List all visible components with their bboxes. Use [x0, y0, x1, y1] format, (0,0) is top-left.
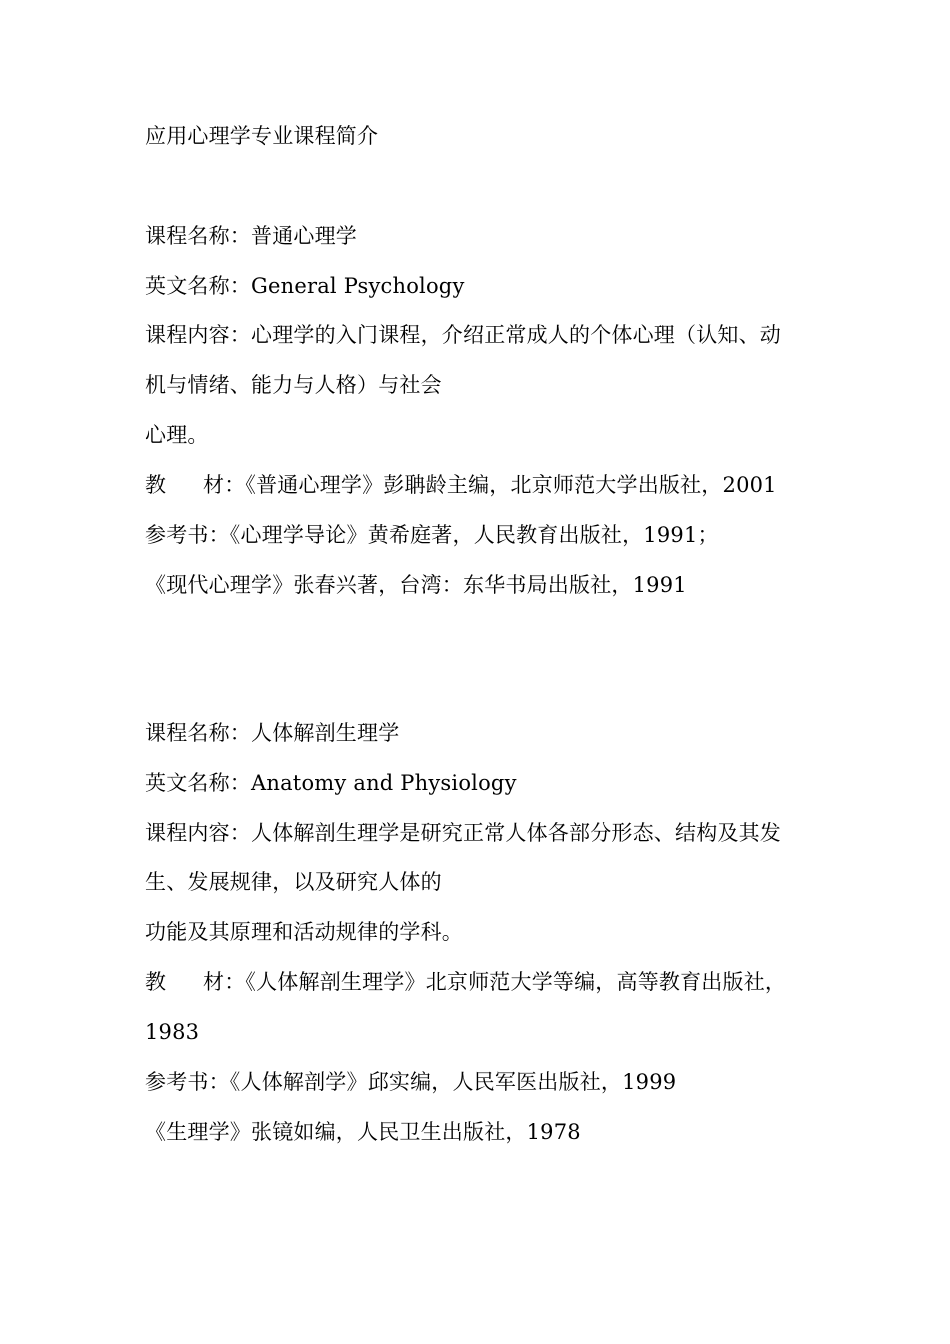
course-2-reference-line-1: 参考书：《人体解剖学》邱实编，人民军医出版社，1999: [145, 1070, 677, 1094]
course-2-textbook-label-1: 教: [145, 970, 167, 994]
course-1-english-name: 英文名称：General Psychology: [145, 274, 465, 298]
course-1-content-line-3: 心理。: [145, 423, 209, 447]
course-1-content-line-1: 课程内容：心理学的入门课程，介绍正常成人的个体心理（认知、动: [145, 323, 781, 347]
course-1-textbook-value: 《普通心理学》彭聃龄主编，北京师范大学出版社，2001: [245, 473, 777, 497]
course-1-textbook-label-1: 教: [145, 473, 167, 497]
course-1-reference-line-1: 参考书：《心理学导论》黄希庭著，人民教育出版社，1991；: [145, 523, 719, 547]
course-1-textbook-label-2: 材：: [203, 473, 246, 497]
document-title: 应用心理学专业课程简介: [145, 124, 379, 148]
course-2-textbook-value: 《人体解剖生理学》北京师范大学等编，高等教育出版社，: [245, 970, 787, 994]
course-2-name: 课程名称：人体解剖生理学: [145, 721, 400, 745]
course-2-textbook: [145, 967, 810, 997]
course-2-reference-line-2: 《生理学》张镜如编，人民卫生出版社，1978: [145, 1120, 581, 1144]
course-2-content-line-2: 生、发展规律，以及研究人体的: [145, 870, 442, 894]
course-2-textbook-label-2: 材：: [203, 970, 246, 994]
course-2-english-name: 英文名称：Anatomy and Physiology: [145, 771, 517, 795]
course-1-content-line-2: 机与情绪、能力与人格）与社会: [145, 373, 442, 397]
course-2-textbook-cont: 1983: [145, 1020, 200, 1044]
course-2-content-line-1: 课程内容：人体解剖生理学是研究正常人体各部分形态、结构及其发: [145, 821, 781, 845]
course-1-textbook: [145, 470, 810, 500]
course-1-reference-line-2: 《现代心理学》张春兴著，台湾：东华书局出版社，1991: [145, 573, 687, 597]
course-2-content-line-3: 功能及其原理和活动规律的学科。: [145, 920, 463, 944]
course-1-name: 课程名称：普通心理学: [145, 224, 357, 248]
